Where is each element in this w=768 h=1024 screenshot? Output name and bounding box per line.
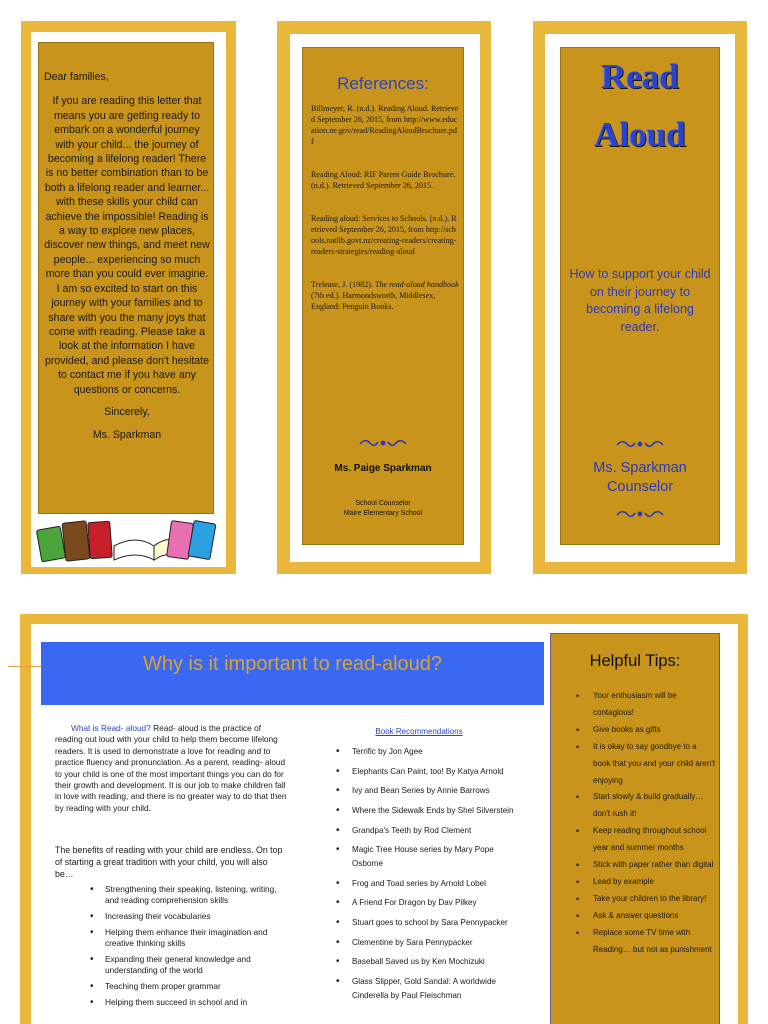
inside-heading: Why is it important to read-aloud? bbox=[142, 653, 443, 675]
reference-publisher: (7th ed.). Harmondsworth, Middlesex, England: Penguin Books. bbox=[311, 291, 436, 311]
list-item: • Frog and Toad series by Arnold Lobel bbox=[336, 877, 546, 891]
reference-item: Billmeyer, R. (n.d.). Reading Aloud. Retrieved September 26, 2015, from http://www.education.ne.gov/read/ReadingAloudBrochure.pdf bbox=[311, 104, 459, 146]
cover-title-line2: Aloud bbox=[594, 115, 686, 154]
list-item: • Stick with paper rather than digital bbox=[568, 857, 716, 874]
list-item: • Strengthening their speaking, listening, writing, and reading comprehension skills bbox=[90, 884, 287, 906]
tips-list bbox=[568, 688, 716, 959]
ornament-flourish-icon bbox=[615, 507, 665, 521]
letter-body: If you are reading this letter that means you are getting ready to embark on a wonderful journey with your child... the journey of becoming a lifelong reader! There is no better combination than to be both a lifelong reader and learner... with these skills your child can achieve the impossible! Reading is a way to explore new places, discover new things, and meet new people... experiencing so much more than you could ever imagine. I am so excited to start on this journey with your families and to share with you the many joys that come with reading. Please take a look at the information I have provided, and please don't hesitate to contact me if you have any questions or concerns. bbox=[44, 95, 210, 396]
list-item: • Lead by example bbox=[568, 874, 716, 891]
counselor-role bbox=[302, 499, 464, 518]
list-item: • Where the Sidewalk Ends by Shel Silverstein bbox=[336, 804, 546, 818]
list-item: • Helping them enhance their imagination and creative thinking skills bbox=[90, 927, 287, 949]
list-item: • Glass Slipper, Gold Sandal: A worldwide Cinderella by Paul Fleischman bbox=[336, 975, 526, 1002]
letter-closing: Sincerely, bbox=[104, 405, 150, 418]
list-item: • Expanding their general knowledge and understanding of the world bbox=[90, 954, 287, 976]
book-recommendations-list bbox=[336, 745, 546, 1008]
read-aloud-column bbox=[55, 723, 287, 1013]
cover-subtitle: How to support your child on their journey to becoming a lifelong reader. bbox=[569, 267, 711, 334]
list-item: • Baseball Saved us by Ken Mochizuki bbox=[336, 955, 546, 969]
list-item: • Magic Tree House series by Mary Pope Osborne bbox=[336, 843, 516, 870]
letter-text bbox=[44, 70, 210, 443]
stack-of-books-icon bbox=[36, 516, 218, 566]
references-list bbox=[311, 103, 459, 334]
reference-item: Reading Aloud: RIF Parent Guide Brochure. (n.d.). Retrieved September 26, 2015. bbox=[311, 170, 456, 190]
counselor-title: School Counselor bbox=[355, 500, 411, 507]
list-item: • Increasing their vocabularies bbox=[90, 911, 287, 922]
cover-title-line1: Read bbox=[601, 57, 679, 96]
cover-counselor-role: Counselor bbox=[606, 479, 674, 495]
list-item: • Elephants Can Paint, too! By Katya Arnold bbox=[336, 765, 546, 779]
list-item: • Take your children to the library! bbox=[568, 891, 716, 908]
list-item: • Start slowly & build gradually…don't rush it! bbox=[568, 789, 716, 823]
reference-item: Reading aloud: Services to Schools. (n.d.). Retrieved September 26, 2015, from http://schools.natlib.govt.nz/creating-readers/creating-readers-strategies/reading-aloud bbox=[311, 214, 457, 256]
reference-item bbox=[311, 279, 459, 312]
what-is-label: What is Read- aloud? bbox=[71, 723, 151, 733]
what-is-read-aloud bbox=[55, 723, 287, 814]
list-item: • It is okay to say goodbye to a book that you and your child aren't enjoying bbox=[568, 739, 716, 790]
list-item: • Helping them succeed in school and in bbox=[90, 997, 287, 1008]
letter-greeting: Dear families, bbox=[44, 71, 109, 83]
school-name: Maire Elementary School bbox=[343, 509, 423, 517]
letter-signature: Ms. Sparkman bbox=[92, 429, 162, 442]
book-recommendations-title: Book Recommendations bbox=[375, 727, 463, 736]
list-item: • Grandpa's Teeth by Rod Clement bbox=[336, 824, 546, 838]
reference-author: Trelease, J. (1982). bbox=[311, 280, 375, 289]
what-is-text: Read- aloud is the practice of reading out loud with your child to help them become lifelong readers. It is used to demonstrate a love for reading and to practice fluency and pronunciation. As a parent, reading- aloud to your child is one of the most important things you can do for their growth and development. It is our job to make children fall in love with reading, and there is no greater way to do that then by reading with your child. bbox=[55, 723, 287, 813]
list-item: • Stuart goes to school by Sara Pennypacker bbox=[336, 916, 546, 930]
ornament-flourish-icon bbox=[615, 437, 665, 451]
cover-counselor bbox=[560, 459, 720, 497]
list-item: • Replace some TV time with Reading… but not as punishment bbox=[568, 925, 716, 959]
list-item: • Give books as gifts bbox=[568, 722, 716, 739]
list-item: • Ask & answer questions bbox=[568, 908, 716, 925]
list-item: • Ivy and Bean Series by Annie Barrows bbox=[336, 784, 546, 798]
decorative-rule bbox=[8, 666, 41, 667]
ornament-flourish-icon bbox=[358, 436, 408, 450]
reference-book-title: The read-aloud handbook bbox=[375, 280, 459, 289]
list-item: • Clementine by Sara Pennypacker bbox=[336, 936, 546, 950]
list-item: • Teaching them proper grammar bbox=[90, 981, 287, 992]
cover-counselor-name: Ms. Sparkman bbox=[593, 460, 687, 476]
counselor-full-name: Ms. Paige Sparkman bbox=[334, 463, 432, 474]
list-item: • Your enthusiasm will be contagious! bbox=[568, 688, 716, 722]
benefits-intro: The benefits of reading with your child are endless. On top of starting a great tradition with your child, you will also be… bbox=[55, 845, 283, 880]
list-item: • Terrific by Jon Agee bbox=[336, 745, 546, 759]
tips-title: Helpful Tips: bbox=[589, 652, 681, 670]
list-item: • Keep reading throughout school year and summer months bbox=[568, 823, 716, 857]
benefits-list bbox=[90, 884, 287, 1008]
list-item: • A Friend For Dragon by Dav Pilkey bbox=[336, 896, 546, 910]
references-title: References: bbox=[337, 74, 429, 93]
